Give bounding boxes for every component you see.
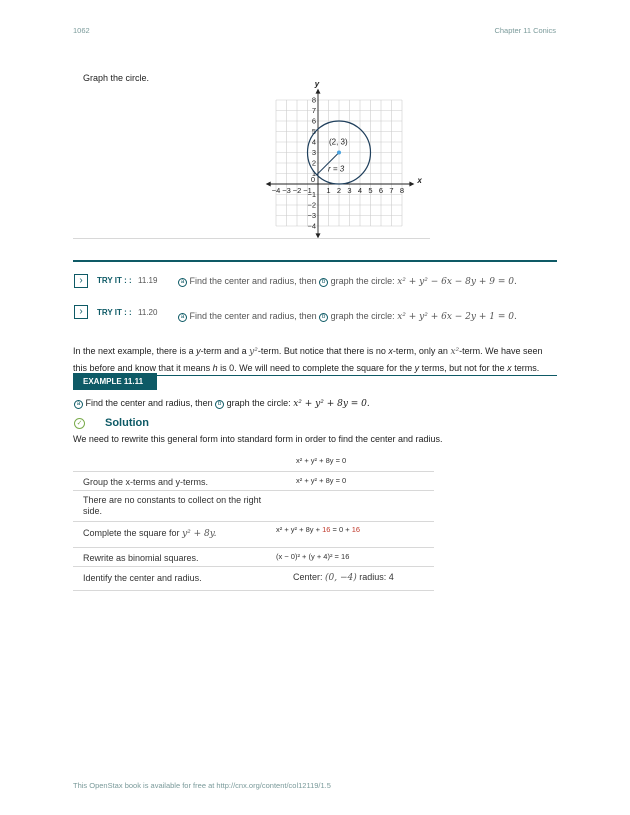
- x-tick-label: 7: [389, 186, 394, 195]
- table-work: x² + y² + 8y + 16 = 0 + 16: [276, 525, 361, 534]
- y-tick-label: −2: [307, 200, 316, 210]
- try-it-text-b: graph the circle:: [330, 276, 395, 286]
- try-it-text-b: graph the circle:: [330, 311, 395, 321]
- top-equation: x² + y² + 8y = 0: [296, 456, 347, 465]
- table-work: (x − 0)² + (y + 4)² = 16: [276, 552, 350, 561]
- x-tick-label: −2: [292, 186, 302, 195]
- circle-graph: [260, 68, 430, 240]
- try-it-problem: [178, 311, 517, 322]
- try-it-number: 11.20: [138, 308, 158, 317]
- table-step: Complete the square for y² + 8y.: [83, 528, 217, 539]
- x-tick-label: 1: [326, 186, 331, 195]
- x-tick-label: −4: [271, 186, 281, 195]
- page-number: 1062: [73, 26, 90, 35]
- part-a-marker: a: [74, 400, 83, 409]
- try-it-label: TRY IT : :: [97, 276, 132, 285]
- table-rule: [73, 566, 434, 567]
- example-problem: a Find the center and radius, then b graph the circle: x² + y² + 8y = 0.: [74, 398, 370, 409]
- x-tick-label: 2: [336, 186, 342, 195]
- intro-paragraph: In the next example, there is a y-term and a y²-term. But notice that there is no x-term, only an x²-term. We have seen this before and know that it means h is 0. We will need to complete the square for the y terms, but not for the x terms.: [73, 346, 543, 373]
- try-it-expand-button[interactable]: ›: [74, 305, 88, 319]
- table-step: Identify the center and radius.: [83, 573, 202, 583]
- try-it-problem: [178, 276, 517, 287]
- x-axis-arrow: [266, 182, 271, 187]
- y-tick-label: 8: [311, 95, 316, 105]
- try-it-text-a: Find the center and radius, then: [189, 311, 317, 321]
- table-rule: [73, 547, 434, 548]
- y-tick-label: −4: [307, 221, 316, 231]
- try-it-text-a: Find the center and radius, then: [189, 276, 317, 286]
- center-point: [337, 151, 341, 155]
- table-step: There are no constants to collect on the right side.: [83, 495, 262, 516]
- x-tick-label: 3: [347, 186, 352, 195]
- try-it-number: 11.19: [138, 276, 158, 285]
- y-axis-label: y: [314, 79, 320, 89]
- y-tick-label: 7: [311, 106, 316, 115]
- y-tick-label: 4: [311, 137, 316, 147]
- solution-text: We need to rewrite this general form into standard form in order to find the center and radius.: [73, 434, 443, 444]
- solution-heading: Solution: [105, 417, 149, 429]
- section-divider: [73, 260, 557, 262]
- y-tick-label: 6: [311, 116, 316, 126]
- origin-label: 0: [310, 175, 315, 184]
- try-it-label: TRY IT : :: [97, 308, 132, 317]
- part-b-marker: b: [215, 400, 224, 409]
- x-tick-label: 4: [357, 186, 363, 195]
- x-tick-label: 8: [399, 186, 405, 195]
- table-rule: [73, 471, 434, 472]
- y-tick-label: 1: [311, 169, 316, 178]
- part-a-marker: a: [178, 313, 187, 322]
- part-a-marker: a: [178, 278, 187, 287]
- chapter-title: Chapter 11 Conics: [494, 26, 556, 35]
- y-tick-label: −1: [307, 190, 316, 199]
- center-label: (2, 3): [329, 137, 348, 147]
- y-tick-label: −3: [307, 211, 316, 220]
- x-axis-arrow: [409, 182, 414, 187]
- table-step: Group the x-terms and y-terms.: [83, 477, 209, 487]
- graph-prompt: Graph the circle.: [83, 73, 150, 83]
- x-tick-label: 5: [368, 186, 373, 195]
- x-axis-label: x: [417, 176, 422, 185]
- x-tick-label: −3: [282, 186, 291, 195]
- try-it-equation: x² + y² + 6x − 2y + 1 = 0.: [397, 312, 517, 322]
- radius-label: r = 3: [328, 164, 345, 174]
- example-banner: EXAMPLE 11.11: [73, 373, 157, 390]
- table-step: Rewrite as binomial squares.: [83, 553, 199, 563]
- check-icon: ✓: [74, 418, 85, 429]
- table-work: x² + y² + 8y = 0: [296, 476, 347, 485]
- graph-divider: [73, 238, 430, 239]
- y-tick-label: 3: [311, 148, 316, 157]
- x-tick-label: −1: [303, 186, 312, 195]
- table-rule: [73, 521, 434, 522]
- part-b-marker: b: [319, 278, 328, 287]
- part-b-marker: b: [319, 313, 328, 322]
- table-work: Center: (0, −4) radius: 4: [293, 572, 394, 583]
- table-rule: [73, 490, 434, 491]
- x-tick-label: 6: [378, 186, 384, 195]
- y-axis-arrow: [316, 89, 321, 94]
- y-tick-label: 5: [311, 127, 316, 136]
- try-it-equation: x² + y² − 6x − 8y + 9 = 0.: [397, 277, 517, 287]
- footer-note: This OpenStax book is available for free at http://cnx.org/content/col12119/1.5: [73, 781, 331, 790]
- table-rule: [73, 590, 434, 591]
- y-tick-label: 2: [311, 158, 316, 168]
- try-it-expand-button[interactable]: ›: [74, 274, 88, 288]
